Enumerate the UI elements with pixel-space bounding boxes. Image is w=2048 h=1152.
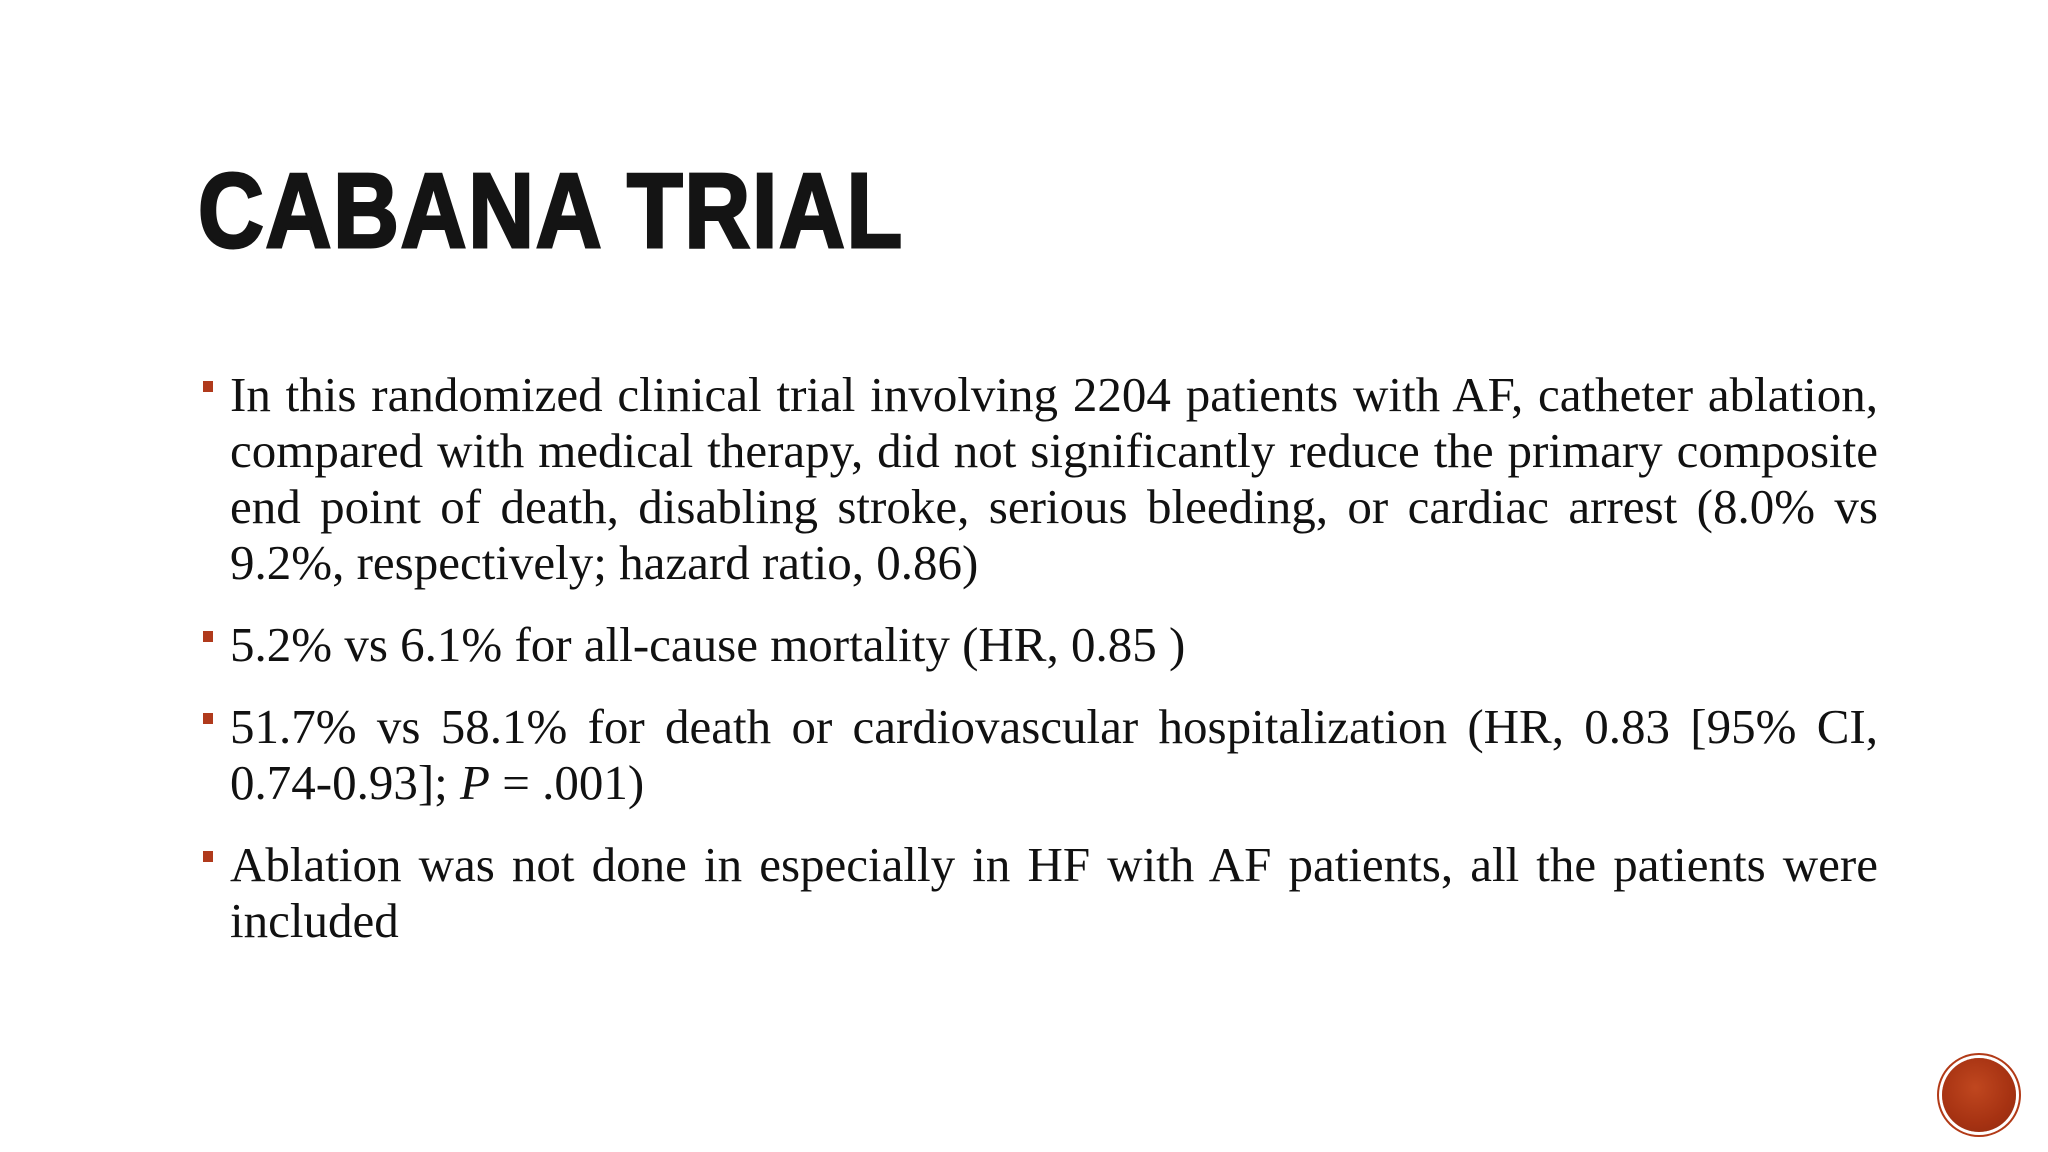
bullet-square-icon: [203, 713, 213, 724]
bullet-text: 5.2% vs 6.1% for all-cause mortality (HR, 0.85 ): [230, 617, 1186, 672]
bullet-item: [200, 699, 1878, 811]
bullet-list: [200, 367, 1878, 975]
bullet-text: [230, 699, 1878, 810]
bullet-text: Ablation was not done in especially in HF with AF patients, all the patients were included: [230, 837, 1878, 948]
bullet-item: [200, 617, 1878, 673]
bullet-square-icon: [203, 381, 213, 392]
p-value-symbol: P: [460, 755, 490, 810]
bullet-text-part: 51.7% vs 58.1% for death or cardiovascular hospitalization (HR, 0.83 [95% CI, 0.74-0.93];: [230, 699, 1878, 810]
bullet-text-part: = .001): [489, 755, 645, 810]
slide-title: CABANA TRIAL: [198, 152, 904, 270]
bullet-square-icon: [203, 631, 213, 642]
bullet-text: In this randomized clinical trial involving 2204 patients with AF, catheter ablation, compared with medical therapy, did not significantly reduce the primary composite end point of death, disabling stroke, serious bleeding, or cardiac arrest (8.0% vs 9.2%, respectively; hazard ratio, 0.86): [230, 367, 1878, 590]
bullet-square-icon: [203, 851, 213, 862]
bullet-item: [200, 837, 1878, 949]
bullet-item: [200, 367, 1878, 591]
circle-nav-icon[interactable]: [1942, 1058, 2016, 1132]
